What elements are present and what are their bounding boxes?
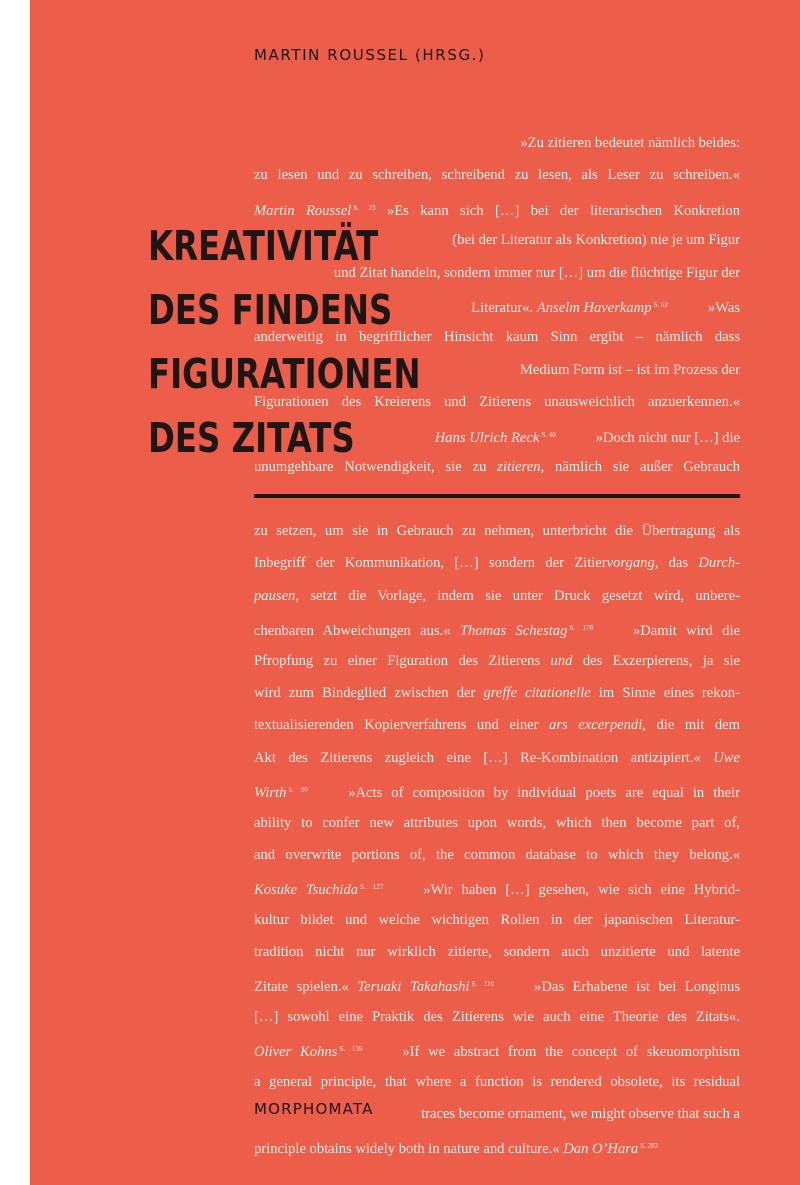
quote-line: »Zu zitieren bedeutet nämlich beides: — [520, 135, 740, 151]
quote-line: tradition nicht nur wirklich zitierte, sondern auch unzitierte und latente — [254, 944, 740, 961]
page-ref: S. 40 — [541, 430, 556, 439]
quote-line: unumgehbare Notwendigkeit, sie zu zitieren, nämlich sie außer Gebrauch — [254, 458, 740, 475]
quote-line: Kosuke Tsuchida $^{S. 127}$ »Wir haben […] gesehen, wie sich eine Hybrid- — [254, 882, 740, 899]
quote-line: Figurationen des Kreierens und Zitierens unausweichlich anzuerkennen.« — [254, 394, 740, 411]
quote-author: Anselm Haverkamp — [536, 299, 652, 316]
quote-line: and overwrite portions of, the common database to which they belong.« — [254, 846, 740, 863]
quote-author: Uwe — [713, 749, 740, 766]
quote-line: a general principle, that where a function is rendered obsolete, its residual — [254, 1073, 740, 1090]
title-line: KREATIVITÄT — [148, 222, 379, 270]
quote-author: Martin Roussel — [254, 202, 352, 219]
quote-line: Pfropfung zu einer Figuration des Zitierens und des Exzerpierens, ja sie — [254, 652, 740, 669]
publisher-logo: MORPHOMATA — [254, 1100, 374, 1118]
quote-line: (bei der Literatur als Konkretion) nie je um Figur — [452, 232, 740, 249]
page-ref: S. 110 — [471, 980, 495, 989]
page-ref: S. 283 — [640, 1142, 659, 1151]
quote-line: Oliver Kohns $^{S. 139}$ »If we abstract from the concept of skeuomorphism — [254, 1044, 740, 1061]
quote-line: principle obtains widely both in nature and culture.« Dan O’Hara $^{S. 283}$ — [254, 1141, 659, 1158]
quote-line: Inbegriff der Kommunikation, […] sondern der Zitiervorgang, das Durch- — [254, 555, 740, 572]
quote-line: Zitate spielen.« Teruaki Takahashi $^{S. 110}$ »Das Erhabene ist bei Longinus — [254, 979, 740, 996]
quote-line: anderweitig in begrifflicher Hinsicht kaum Sinn ergibt – nämlich dass — [254, 329, 740, 346]
quote-author: Oliver Kohns — [254, 1044, 338, 1061]
quote-line: zu lesen und zu schreiben, schreibend zu lesen, als Leser zu schreiben.« — [254, 167, 740, 184]
page-ref: S. 23 — [353, 203, 376, 212]
book-title — [148, 214, 421, 470]
quote-line: Medium Form ist – ist im Prozess der — [519, 361, 740, 378]
quote-author: Dan O’Hara — [563, 1141, 639, 1158]
page-ref: S. 127 — [360, 883, 384, 892]
title-line: DES FINDENS — [148, 286, 393, 334]
quote-author: Thomas Schestag — [459, 623, 568, 640]
quote-line: […] sowohl eine Praktik des Zitierens wie auch eine Theorie des Zitats«. — [254, 1008, 740, 1025]
quote-author: Kosuke Tsuchida — [254, 882, 359, 899]
quote-line: ability to confer new attributes upon words, which then become part of, — [254, 814, 740, 831]
quote-block-bottom — [254, 515, 740, 1163]
title-line: FIGURATIONEN — [148, 350, 421, 398]
quote-line: Martin Roussel $^{S. 23}$ »Es kann sich […] bei der literarischen Konkretion — [254, 202, 740, 219]
title-line: DES ZITATS — [148, 414, 355, 462]
page-ref: S. 62 — [653, 300, 668, 309]
quote-line: Literatur«. Anselm Haverkamp $^{S. 62}$ »Was — [471, 299, 740, 316]
quote-line: Wirth $^{S. 97}$ »Acts of composition by individual poets are equal in their — [254, 785, 740, 802]
quote-author: Teruaki Takahashi — [357, 979, 470, 996]
quote-line: traces become ornament, we might observe that such a — [421, 1106, 740, 1123]
page-ref: S. 139 — [339, 1045, 363, 1054]
quote-author: Hans Ulrich Reck — [434, 429, 540, 446]
page-ref: S. 178 — [569, 624, 593, 633]
quote-line: chenbaren Abweichungen aus.« Thomas Schestag $^{S. 178}$ »Damit wird die — [254, 623, 740, 640]
editor-name: MARTIN ROUSSEL (HRSG.) — [254, 46, 486, 64]
quote-line: pausen, setzt die Vorlage, indem sie unter Druck gesetzt wird, unbere- — [254, 587, 740, 604]
quote-line: und Zitat handeln, sondern immer nur […] um die flüchtige Figur der — [333, 264, 740, 281]
quote-line: Hans Ulrich Reck $^{S. 40}$ »Doch nicht nur […] die — [434, 429, 740, 446]
page-ref: S. 97 — [288, 786, 309, 795]
quote-line: Akt des Zitierens zugleich eine […] Re-Kombination antizipiert.« Uwe — [254, 749, 740, 766]
quote-line: kultur bildet und welche wichtigen Rollen in der japanischen Literatur- — [254, 911, 740, 928]
quote-line: zu setzen, um sie in Gebrauch zu nehmen, unterbricht die Übertragung als — [254, 523, 740, 539]
quote-author: Wirth — [254, 785, 287, 802]
divider-rule — [254, 494, 740, 498]
quote-line: wird zum Bindeglied zwischen der greffe citationelle im Sinne eines rekon- — [254, 684, 740, 701]
quote-line: textualisierenden Kopierverfahrens und einer ars excerpendi, die mit dem — [254, 717, 740, 734]
